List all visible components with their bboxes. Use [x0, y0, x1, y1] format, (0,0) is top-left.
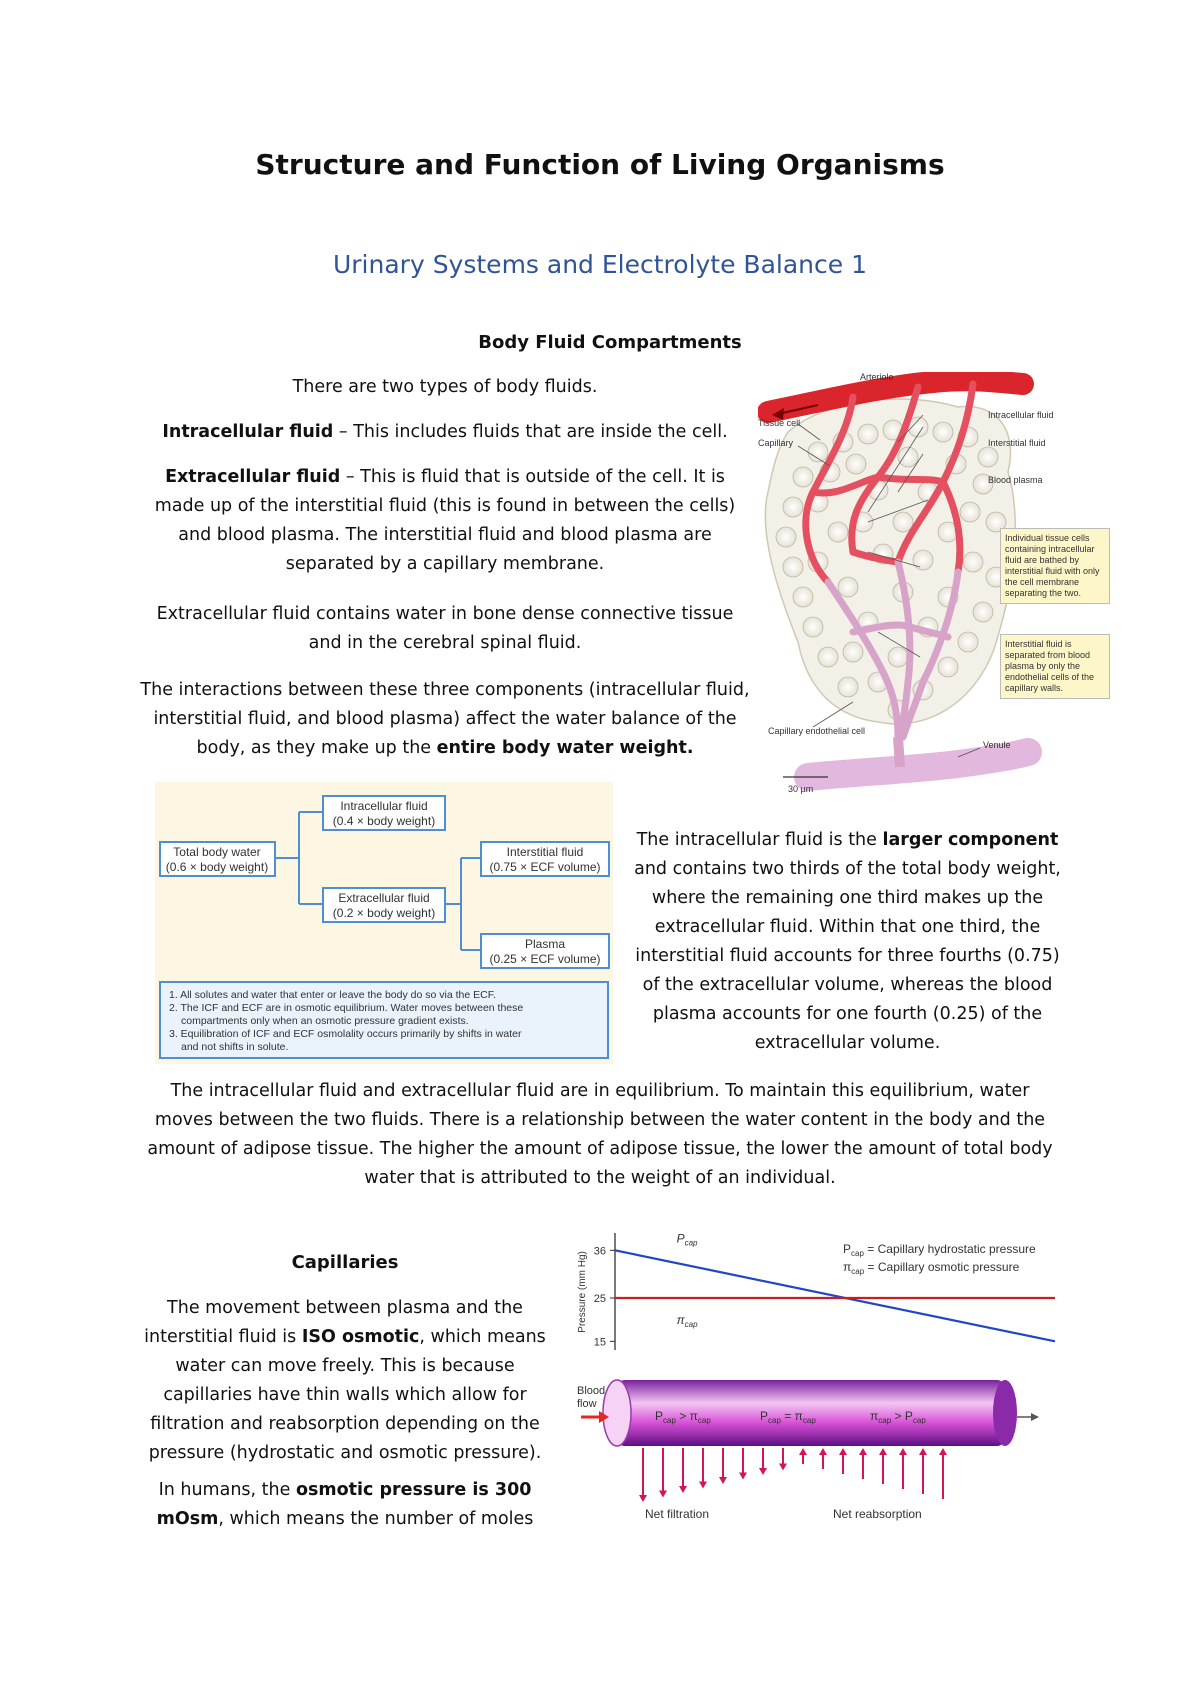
venule-junction [898, 737, 900, 767]
filtration-arrowhead [639, 1495, 647, 1502]
label-tissue-cell: Tissue cell [758, 418, 801, 428]
blood-flow-line1: Blood [577, 1385, 606, 1397]
net-flow-labels [645, 1507, 922, 1521]
reabsorption-arrowhead [839, 1448, 847, 1455]
fc-isf-line1: Interstitial fluid [506, 845, 584, 859]
filtration-arrowhead [659, 1491, 667, 1498]
filtration-arrowhead [739, 1473, 747, 1480]
capillary-note-box-2: Interstitial fluid is separated from blood plasma by only the endothelial cells of the capillary walls. [1000, 634, 1110, 699]
legend-pcap-sym: P [843, 1242, 852, 1256]
document-subtitle: Urinary Systems and Electrolyte Balance 1 [332, 250, 867, 279]
fc-ecf-line1: Extracellular fluid [338, 891, 430, 905]
text-iso-b: , which means water can move freely. This is because capillaries have thin walls which allow for filtration and reabsorption depending on the pressure (hydrostatic and osmotic pressure). [148, 1327, 546, 1463]
section-heading-body-fluid: Body Fluid Compartments [478, 332, 742, 353]
pressure-legend [843, 1242, 1036, 1276]
tube-left-sub: cap [663, 1416, 676, 1425]
tube-left-sym: P [655, 1409, 664, 1423]
tube-mid-sym: P [760, 1409, 769, 1423]
label-scale: 30 µm [788, 784, 814, 794]
capillary-note-box-1: Individual tissue cells containing intracellular fluid are bathed by interstitial fluid with only the cell membrane separating the two. [1000, 528, 1110, 604]
reabsorption-arrowhead [939, 1448, 947, 1455]
series-label-picap: $\pi_{cap}$ [676, 1313, 698, 1329]
term-extracellular: Extracellular fluid [165, 467, 341, 487]
paragraph-ecf-water: Extracellular fluid contains water in bone dense connective tissue and in the cerebral spinal fluid. [156, 604, 734, 653]
text-osm-a: In humans, the [158, 1480, 296, 1500]
reabsorption-arrowhead [859, 1448, 867, 1455]
fc-note-3b: and not shifts in solute. [181, 1041, 289, 1053]
label-capillary-endothelial: Capillary endothelial cell [768, 726, 866, 736]
paragraph-interactions [140, 676, 750, 763]
text-osm-b: , which means the number of moles [218, 1509, 534, 1529]
fc-icf-line2: (0.4 × body weight) [332, 814, 436, 828]
legend-picap-sub: cap [851, 1267, 865, 1276]
paragraph-types: There are two types of body fluids. [292, 377, 598, 397]
filtration-arrowhead [779, 1464, 787, 1471]
capillary-tube-end [993, 1380, 1017, 1446]
label-interstitial: Interstitial fluid [988, 438, 1046, 448]
legend-picap-text: = Capillary osmotic pressure [864, 1260, 1020, 1274]
tube-right-sub: cap [878, 1416, 892, 1425]
capillary-pressure-figure [565, 1228, 1065, 1528]
section-heading-capillaries: Capillaries [291, 1252, 399, 1273]
tube-right-sym: π [870, 1409, 879, 1423]
paragraph-equilibrium: The intracellular fluid and extracellular fluid are in equilibrium. To maintain this equilibrium, water moves between the two fluids. There is a relationship between the water content in the body and the amount of adipose tissue. The higher the amount of adipose tissue, the lower the amount of total body water that is attributed to the weight of an individual. [147, 1081, 1053, 1188]
y-tick-label: 25 [593, 1293, 606, 1305]
text-interactions: The interactions between these three components (intracellular fluid, interstitial fluid, and blood plasma) affect the water balance of the body, as they make up the [140, 680, 750, 758]
text-iso-a: The movement between plasma and the interstitial fluid is [144, 1298, 523, 1347]
label-net-reabsorption: Net reabsorption [833, 1507, 922, 1521]
term-intracellular: Intracellular fluid [162, 422, 334, 442]
text-icf-1: The intracellular fluid is the [636, 830, 883, 850]
tube-left-sub2: cap [697, 1416, 711, 1425]
legend-pcap-text: = Capillary hydrostatic pressure [863, 1242, 1036, 1256]
legend-picap-sym: π [843, 1260, 852, 1274]
y-tick-label: 15 [593, 1336, 606, 1349]
reabsorption-arrowhead [819, 1448, 827, 1455]
tube-mid-sub: cap [768, 1416, 781, 1425]
paragraph-icf-larger [625, 826, 1070, 1058]
fc-icf-line1: Intracellular fluid [340, 799, 428, 813]
fc-note-2: 2. The ICF and ECF are in osmotic equilibrium. Water moves between these [169, 1002, 524, 1014]
fc-isf-line2: (0.75 × ECF volume) [489, 860, 601, 874]
filtration-arrowhead [759, 1468, 767, 1475]
text-iso-bold: ISO osmotic [301, 1327, 420, 1347]
fc-plasma-line1: Plasma [524, 937, 566, 951]
tube-right-sub2: cap [912, 1416, 926, 1425]
paragraph-iso-osmotic [140, 1294, 550, 1468]
reabsorption-arrowhead [899, 1448, 907, 1455]
text-extracellular: – This is fluid that is outside of the cell. It is made up of the interstitial fluid (this is found in between the cells) and blood plasma. The interstitial fluid and blood plasma are separated by a capillary membrane. [154, 467, 736, 574]
fc-ecf-line2: (0.2 × body weight) [332, 906, 436, 920]
label-venule: Venule [983, 740, 1011, 750]
text-intracellular: – This includes fluids that are inside the cell. [333, 422, 728, 442]
reabsorption-arrowhead [879, 1448, 887, 1455]
text-osm-bold: osmotic pressure is 300 mOsm [156, 1480, 532, 1529]
body-water-flowchart [155, 782, 613, 1064]
y-tick-label: 36 [593, 1245, 606, 1258]
label-capillary: Capillary [758, 438, 794, 448]
venule-vessel [808, 752, 1028, 777]
paragraph-intracellular [140, 418, 750, 447]
text-interactions-bold: entire body water weight. [436, 738, 694, 758]
label-intracellular: Intracellular fluid [988, 410, 1054, 420]
fc-note-1: 1. All solutes and water that enter or leave the body do so via the ECF. [169, 989, 496, 1001]
paragraph-osmotic-pressure [140, 1476, 550, 1534]
filtration-arrowhead [699, 1482, 707, 1489]
legend-entry-picap [843, 1260, 1020, 1276]
reabsorption-arrowhead [799, 1448, 807, 1455]
filtration-arrowhead [719, 1477, 727, 1484]
capillary-tube-opening [603, 1380, 631, 1446]
tube-mid-op: = π [780, 1409, 803, 1423]
tube-right-op: > P [891, 1409, 913, 1423]
fc-plasma-line2: (0.25 × ECF volume) [489, 952, 601, 966]
exit-arrowhead [1031, 1413, 1039, 1421]
fc-note-3: 3. Equilibration of ICF and ECF osmolality occurs primarily by shifts in water [169, 1028, 522, 1040]
fc-note-2b: compartments only when an osmotic pressure gradient exists. [181, 1015, 469, 1027]
legend-entry-pcap [843, 1242, 1036, 1258]
blood-flow-label [577, 1385, 605, 1410]
label-net-filtration: Net filtration [645, 1507, 710, 1521]
paragraph-extracellular [140, 463, 750, 579]
filtration-arrowhead [679, 1486, 687, 1493]
legend-pcap-sub: cap [851, 1249, 864, 1258]
reabsorption-arrowhead [919, 1448, 927, 1455]
tube-mid-sub2: cap [802, 1416, 816, 1425]
fc-total-line1: Total body water [173, 845, 261, 859]
label-arteriole: Arteriole [860, 372, 894, 382]
series-label-pcap: $P_{cap}$ [676, 1231, 698, 1248]
text-icf-bold: larger component [882, 830, 1059, 850]
document-title: Structure and Function of Living Organisms [255, 148, 945, 181]
tube-left-op: > π [675, 1409, 698, 1423]
blood-flow-line2: flow [577, 1398, 597, 1410]
fc-total-line2: (0.6 × body weight) [165, 860, 269, 874]
pressure-y-label: Pressure (mm Hg) [577, 1251, 588, 1333]
text-icf-2: and contains two thirds of the total body weight, where the remaining one third makes up the extracellular fluid. Within that one third, the interstitial fluid accounts for three fourths (0.75) of the extracellular volume, whereas the blood plasma accounts for one fourth (0.25) of the extracellular volume. [634, 859, 1061, 1053]
label-blood-plasma: Blood plasma [988, 475, 1043, 485]
